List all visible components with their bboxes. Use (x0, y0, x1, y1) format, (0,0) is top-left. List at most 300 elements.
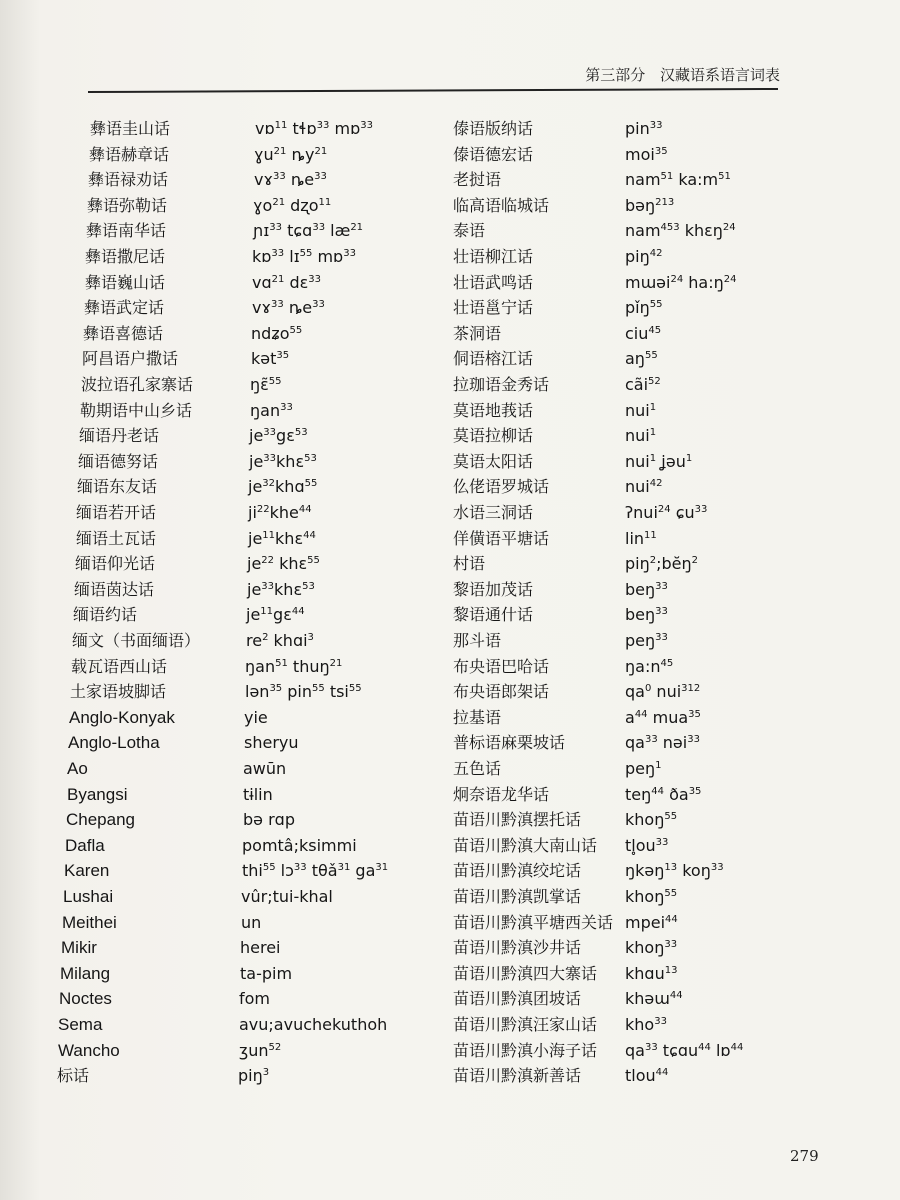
word-row (0, 910, 900, 936)
word-form (625, 628, 668, 654)
language-name: Dafla (65, 835, 105, 855)
word-row (0, 474, 900, 500)
tone-number: 21 (271, 273, 285, 285)
form-segment: ciu (625, 323, 649, 343)
tone-number: 33 (710, 862, 724, 874)
tone-number: 453 (660, 222, 680, 234)
form-segment: læ (325, 221, 351, 241)
language-name: 苗语川黔滇小海子话 (453, 1040, 598, 1060)
form-segment: nui (625, 477, 650, 497)
language-name: 老挝语 (453, 170, 502, 190)
word-row (0, 526, 900, 552)
word-form (625, 321, 661, 347)
word-form (625, 423, 656, 449)
running-header (420, 64, 780, 88)
word-form (625, 398, 656, 424)
tone-number: 44 (669, 990, 683, 1002)
language-name: Lushai (63, 887, 114, 906)
form-segment: mua (647, 707, 689, 727)
page-number: 279 (790, 1147, 819, 1165)
tone-number: 33 (664, 939, 678, 951)
tone-number: 22 (261, 555, 275, 567)
tone-number: 44 (655, 1067, 669, 1079)
form-segment: je (248, 477, 263, 497)
form-segment: ;bĕŋ (656, 554, 692, 574)
word-form (625, 910, 678, 936)
header-section: 第三部分 (585, 66, 646, 84)
form-segment: tɬɒ (287, 119, 317, 138)
word-row (0, 449, 900, 475)
language-name: 莫语拉柳话 (453, 426, 534, 446)
tone-number: 33 (655, 836, 669, 848)
word-row (0, 244, 900, 270)
form-segment: qa (625, 682, 645, 702)
form-segment: thuŋ (287, 656, 330, 676)
form-segment: peŋ (625, 759, 656, 778)
form-segment: ɲɪ (253, 221, 270, 241)
tone-number: 0 (644, 683, 652, 695)
word-form (625, 654, 673, 680)
form-segment: bə rɑp (243, 810, 295, 830)
form-segment: tɕɑ (282, 221, 313, 241)
language-name: 莫语太阳话 (453, 451, 534, 471)
language-name: Mikir (61, 938, 97, 958)
word-row (0, 167, 900, 193)
word-form (625, 602, 668, 628)
tone-number: 44 (303, 529, 316, 541)
tone-number: 33 (312, 222, 326, 234)
tone-number: 42 (649, 478, 663, 490)
word-form (625, 551, 698, 577)
tone-number: 11 (318, 196, 332, 208)
form-segment: khoŋ (625, 938, 665, 958)
tone-number: 31 (337, 862, 351, 874)
form-segment: kho (625, 1015, 655, 1034)
tone-number: 24 (722, 222, 736, 234)
form-segment: ɕu (670, 503, 695, 522)
word-form (625, 807, 677, 833)
word-row (0, 270, 900, 296)
tone-number: 44 (651, 785, 664, 797)
language-name: 勒期语中山乡话 (80, 400, 193, 420)
word-row (0, 654, 900, 680)
language-name: 傣语德宏话 (453, 144, 534, 164)
word-row (0, 884, 900, 910)
form-segment: khɑu (625, 963, 665, 983)
tone-number: 33 (687, 734, 700, 746)
form-segment: ɣo (253, 195, 273, 215)
form-segment: aŋ (625, 349, 645, 369)
form-segment: fom (239, 989, 271, 1009)
word-row (0, 218, 900, 244)
form-segment: ʝəu (656, 451, 686, 471)
tone-number: 44 (291, 606, 305, 618)
form-segment: beŋ (625, 579, 656, 599)
form-segment: nam (625, 170, 661, 190)
language-name: 那斗语 (453, 631, 502, 650)
tone-number: 2 (691, 555, 699, 567)
form-segment: vɒ (255, 119, 275, 138)
form-segment: kət (251, 349, 277, 369)
word-row (0, 833, 900, 859)
tone-number: 44 (634, 708, 648, 720)
form-segment: ŋɛ̃ (250, 375, 269, 394)
form-segment: mɒ (329, 119, 361, 138)
language-name: 布央语巴哈话 (453, 656, 550, 676)
tone-number: 52 (268, 1041, 282, 1053)
tone-number: 21 (273, 145, 287, 157)
language-name: Karen (64, 861, 110, 881)
language-name: 苗语川黔滇凯掌话 (453, 887, 582, 906)
language-name: 苗语川黔滇四大寨话 (453, 963, 598, 983)
tone-number: 11 (260, 606, 274, 618)
word-form (625, 577, 668, 603)
word-row (0, 372, 900, 398)
tone-number: 55 (664, 811, 678, 823)
tone-number: 1 (649, 452, 657, 464)
word-row (0, 423, 900, 449)
tone-number: 11 (262, 529, 276, 541)
language-name: Meithei (62, 912, 117, 932)
word-form (625, 270, 737, 296)
word-form (625, 858, 724, 884)
word-form (625, 449, 692, 475)
language-name: Sema (58, 1015, 103, 1034)
tone-number: 51 (275, 657, 288, 669)
form-segment: yie (244, 707, 268, 727)
language-name: 标话 (57, 1066, 90, 1086)
form-segment: ka:m (673, 170, 719, 190)
language-name: 黎语加茂话 (453, 579, 534, 599)
word-row (0, 935, 900, 961)
form-segment: moi (625, 144, 655, 164)
tone-number: 3 (307, 632, 314, 643)
form-segment: khɛ (274, 554, 308, 574)
language-name: 拉珈语金秀话 (453, 375, 550, 394)
tone-number: 33 (644, 734, 658, 746)
tone-number: 33 (655, 632, 668, 643)
header-rule (88, 88, 778, 93)
form-segment: ga (350, 861, 376, 881)
word-form (625, 986, 683, 1012)
form-segment: pomtâ;ksimmi (242, 835, 357, 855)
tone-number: 45 (660, 657, 674, 669)
form-segment: nui (625, 426, 650, 446)
tone-number: 33 (360, 120, 373, 131)
tone-number: 32 (262, 478, 276, 490)
tone-number: 22 (256, 504, 270, 515)
language-name: 土家语坡脚话 (70, 682, 167, 702)
tone-number: 1 (685, 452, 693, 464)
form-segment: tθǎ (306, 861, 338, 881)
language-name: 苗语川黔滇汪家山话 (453, 1015, 598, 1034)
form-segment: lɔ (275, 861, 294, 881)
form-segment: je (249, 426, 264, 446)
form-segment: mɒ (312, 247, 344, 266)
language-name: 缅语约话 (73, 605, 138, 625)
language-name: 苗语川黔滇平塘西关话 (453, 912, 614, 932)
word-row (0, 602, 900, 628)
language-name: 彝语撒尼话 (85, 247, 166, 266)
form-segment: a (625, 707, 635, 727)
language-name: 泰语 (453, 221, 486, 241)
tone-number: 33 (654, 1016, 667, 1027)
language-name: 缅语仰光话 (75, 554, 156, 574)
tone-number: 35 (688, 785, 702, 797)
form-segment: piŋ (625, 247, 650, 266)
form-segment: pǐŋ (625, 298, 650, 318)
word-form (625, 782, 701, 808)
form-segment: je (249, 451, 264, 471)
form-segment: gɛ (276, 426, 295, 446)
form-segment: vûr;tui-khal (241, 887, 333, 906)
language-name: 缅语德努话 (78, 451, 159, 471)
form-segment: pin (625, 119, 650, 138)
form-segment: qa (625, 733, 645, 753)
language-name: 傣语版纳话 (453, 119, 534, 138)
word-row (0, 295, 900, 321)
word-row (0, 193, 900, 219)
form-segment: mpei (625, 912, 666, 932)
tone-number: 33 (271, 299, 284, 311)
form-segment: teŋ (625, 784, 652, 804)
form-segment: khəɯ (625, 989, 670, 1009)
tone-number: 33 (269, 222, 283, 234)
tone-number: 24 (657, 504, 671, 515)
word-form (625, 526, 657, 552)
form-segment: ŋan (250, 400, 281, 420)
word-row (0, 500, 900, 526)
language-name: 苗语川黔滇团坡话 (453, 989, 582, 1009)
tone-number: 55 (299, 248, 313, 259)
form-segment: nui (625, 451, 650, 471)
tone-number: 1 (655, 760, 662, 771)
tone-number: 33 (261, 580, 275, 592)
language-name: 苗语川黔滇新善话 (453, 1066, 582, 1086)
word-form (625, 679, 700, 705)
language-name: 彝语赫章话 (89, 144, 170, 164)
language-name: Noctes (59, 989, 112, 1009)
form-segment: khɛ (276, 451, 305, 471)
form-segment: lɪ (284, 247, 300, 266)
language-name: 拉基语 (453, 707, 502, 727)
tone-number: 44 (698, 1041, 711, 1053)
tone-number: 55 (644, 350, 658, 362)
language-name: 村语 (453, 554, 486, 574)
word-row (0, 1012, 900, 1038)
form-segment: koŋ (677, 861, 711, 881)
tone-number: 44 (665, 913, 678, 925)
tone-number: 55 (304, 478, 318, 490)
language-name: Milang (60, 963, 111, 983)
language-name: Anglo-Lotha (68, 733, 160, 753)
form-segment: je (246, 605, 261, 625)
form-segment: nui (651, 682, 682, 702)
word-form (625, 116, 662, 142)
word-row (0, 807, 900, 833)
form-segment: ȵe (283, 298, 313, 318)
language-name: 炯奈语龙华话 (453, 784, 550, 804)
tone-number: 35 (654, 145, 668, 157)
word-form (625, 730, 700, 756)
form-segment: un (241, 912, 262, 932)
form-segment: ða (664, 784, 689, 804)
language-name: 彝语武定话 (84, 298, 165, 318)
tone-number: 11 (274, 120, 288, 131)
form-segment: cãi (625, 375, 649, 394)
tone-number: 45 (648, 324, 662, 336)
word-row (0, 628, 900, 654)
tone-number: 33 (649, 120, 663, 131)
tone-number: 33 (280, 401, 293, 413)
tone-number: 55 (312, 683, 325, 695)
word-row (0, 756, 900, 782)
form-segment: pin (282, 682, 312, 702)
header-title: 汉藏语系语言词表 (659, 66, 780, 84)
form-segment: ha:ŋ (683, 272, 724, 292)
tone-number: 53 (304, 452, 317, 464)
form-segment: peŋ (625, 631, 656, 650)
form-segment: vɑ (252, 272, 272, 292)
language-name: 彝语喜德话 (83, 323, 164, 343)
tone-number: 1 (649, 427, 657, 439)
tone-number: 2 (262, 632, 269, 643)
tone-number: 33 (263, 427, 277, 439)
form-segment: sheryu (244, 733, 299, 753)
word-row (0, 986, 900, 1012)
language-name: 普标语麻栗坡话 (453, 733, 566, 753)
word-row (0, 961, 900, 987)
form-segment: khɛ (274, 579, 303, 599)
word-form (625, 218, 736, 244)
language-name: 缅语若开话 (76, 503, 157, 522)
form-segment: kɒ (252, 247, 272, 266)
language-name: 缅语丹老话 (79, 426, 160, 446)
tone-number: 55 (289, 324, 303, 336)
form-segment: je (247, 554, 262, 574)
language-name: 壮语邕宁话 (453, 298, 534, 318)
form-segment: gɛ (273, 605, 292, 625)
language-name: 仫佬语罗城话 (453, 477, 550, 497)
form-segment: nəi (657, 733, 688, 753)
form-segment: ta-pim (240, 963, 293, 983)
tone-number: 21 (314, 145, 328, 157)
language-name: Ao (67, 759, 88, 778)
word-row (0, 577, 900, 603)
language-name: 缅文（书面缅语） (72, 631, 201, 650)
form-segment: ʔnui (625, 503, 658, 522)
word-form (625, 884, 677, 910)
word-form (625, 705, 701, 731)
tone-number: 55 (268, 376, 282, 387)
form-segment: khɛŋ (679, 221, 723, 241)
language-name: 佯僙语平塘话 (453, 528, 550, 548)
word-form (625, 244, 662, 270)
form-segment: piŋ (625, 554, 650, 574)
form-segment: avu;avuchekuthoh (239, 1015, 388, 1034)
word-row (0, 730, 900, 756)
language-name: 苗语川黔滇沙井话 (453, 938, 582, 958)
form-segment: ŋkəŋ (625, 861, 665, 881)
tone-number: 35 (688, 708, 701, 720)
word-row (0, 679, 900, 705)
word-row (0, 142, 900, 168)
tone-number: 21 (272, 196, 286, 208)
form-segment: herei (240, 938, 281, 958)
language-name: 侗语榕江话 (453, 349, 534, 369)
word-form (625, 295, 662, 321)
form-segment: re (246, 631, 263, 650)
word-row (0, 1038, 900, 1064)
language-name: 缅语东友话 (77, 477, 158, 497)
form-segment: dɛ (284, 272, 309, 292)
form-segment: ȵe (285, 170, 315, 190)
tone-number: 31 (375, 862, 389, 874)
form-segment: khɑi (268, 631, 308, 650)
tone-number: 13 (664, 964, 678, 976)
word-form (625, 756, 662, 782)
form-segment: lən (245, 682, 270, 702)
language-name: 苗语川黔滇大南山话 (453, 835, 598, 855)
word-row (0, 116, 900, 142)
form-segment: khɑ (275, 477, 305, 497)
form-segment: thi (242, 861, 263, 881)
language-name: Anglo-Konyak (69, 707, 175, 727)
language-name: 彝语禄劝话 (88, 170, 169, 190)
tone-number: 55 (664, 888, 678, 899)
form-segment: ndʑo (251, 323, 290, 343)
form-segment: tlou (625, 1066, 656, 1086)
language-name: 壮语柳江话 (453, 247, 534, 266)
word-row (0, 1063, 900, 1089)
word-row (0, 782, 900, 808)
word-form (625, 935, 677, 961)
word-row (0, 858, 900, 884)
language-name: 水语三洞话 (453, 503, 534, 522)
language-name: 五色话 (453, 759, 502, 778)
language-name: 临高语临城话 (453, 195, 550, 215)
language-name: 彝语弥勒话 (87, 195, 168, 215)
tone-number: 33 (312, 299, 325, 311)
tone-number: 33 (694, 504, 708, 515)
form-segment: nam (625, 221, 661, 241)
tone-number: 24 (723, 273, 737, 285)
form-segment: ʒun (239, 1040, 269, 1060)
tone-number: 33 (271, 248, 285, 259)
language-name: 缅语茵达话 (74, 579, 155, 599)
word-form (625, 193, 674, 219)
form-segment: nui (625, 400, 650, 420)
form-segment: tsi (324, 682, 349, 702)
form-segment: lin (625, 528, 645, 548)
form-segment: lɒ (710, 1040, 731, 1060)
tone-number: 33 (655, 580, 668, 592)
tone-number: 21 (329, 657, 343, 669)
language-name: 苗语川黔滇绞坨话 (453, 861, 582, 881)
word-form (625, 1063, 668, 1089)
language-name: 载瓦语西山话 (71, 656, 168, 676)
tone-number: 1 (649, 401, 657, 413)
tone-number: 55 (348, 683, 362, 695)
tone-number: 53 (302, 580, 315, 592)
tone-number: 24 (670, 273, 684, 285)
form-segment: ɣu (254, 144, 274, 164)
word-row (0, 705, 900, 731)
word-form (625, 500, 707, 526)
tone-number: 33 (308, 273, 321, 285)
tone-number: 2 (649, 555, 657, 567)
word-form (625, 346, 658, 372)
